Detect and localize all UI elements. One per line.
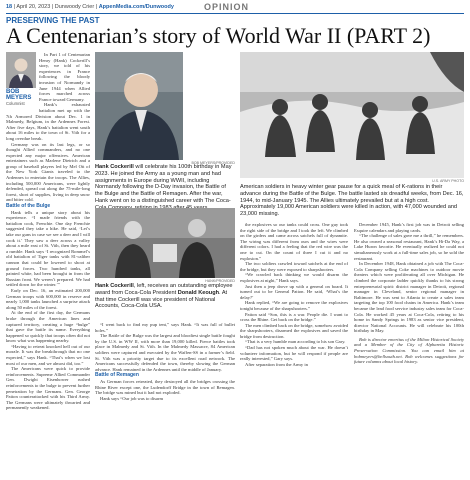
- photo-credit: HANK/PROVIDED: [205, 279, 235, 283]
- col3-paragraph: Hank says “Our job was to disarm: [100, 395, 164, 401]
- subhead-battle-of-the-bulge: Battle of the Bulge: [6, 203, 51, 210]
- issue-date: April 20, 2023: [16, 4, 51, 10]
- caption-name: Hank Cockerill: [95, 164, 134, 170]
- col4-paragraph: The two soldiers crawled toward satchels at the end of the bridge, but they were exposed to sharpshooters.: [240, 261, 348, 272]
- column-1: [6, 52, 90, 477]
- caption-name: Hank Cockerill: [95, 283, 134, 289]
- photo-caption: American soldiers in heavy winter gear pause for a quick meal of K-rations in their advance during the Battle of the Bulge. The battle lasted six dreadful weeks, from Dec. 16, 1944, to mid-January 1945. The Allies ultimately prevailed but at a high cost. Approximately 19,000 American soldiers were killed in action, with 47,000 wounded and 23,000 missing.: [240, 184, 464, 218]
- col4-paragraph: “That is a very humble man according to his son Gary.: [245, 339, 346, 345]
- col4-paragraph: The men climbed back on the bridge, somehow avoided the sharpshooters, disarmed the explosives and saved the bridge from destruction.: [240, 322, 348, 339]
- col4-paragraph: the explosives so our tanks could cross. One guy took the right side of the bridge and I took the left. We climbed on the girders and came across satchels full of dynamite. The wiring was different from ours and the wires were different colors. I had a feeling that the red wire was the one to cut. On the count of three I cut it and no explosion.”: [240, 222, 348, 261]
- photo-award: [95, 208, 235, 278]
- headline: A Centenarian’s story of World War II (PART 2): [6, 23, 431, 48]
- hank-portrait-image: [95, 52, 183, 160]
- author-name: BOB MEYERS: [6, 89, 32, 101]
- paper-name: Dunwoody Crier: [54, 4, 95, 10]
- photo-credit: U.S. ARMY PHOTO: [432, 179, 464, 183]
- kicker: PRESERVING THE PAST: [6, 16, 100, 25]
- col1-paragraph: At the end of the first day, the Germans broke through the American lines and captured territory, creating a huge “bulge” that gave the battle its name. Everything happened so quickly that troops often did not know what was happening nearby.: [6, 310, 90, 344]
- col5-paragraph: December 1945, Hank’s first job was in Detroit selling Esquire calendars and playing cards.: [354, 222, 464, 233]
- column-3: [95, 322, 235, 477]
- author-bio: Bob is director emeritus of the Milton Historical Society and a Member of the City of Alpharetta Historic Preservation Commission. You can email him at bobmeyers@bellsouth.net. Bob welcomes suggestions for future columns about local history.: [354, 336, 464, 365]
- col4-paragraph: Just then a jeep drove up with a general on board. It turned out to be General Patton. He said, ‘What’s the delay?’: [240, 283, 348, 300]
- col5-paragraph: “The challenge of sales gave me a thrill,” he remembers. He also owned a seasonal restaurant, Hank’s Hi-Da Way, a Lake Huron favorite. He eventually realized he could not simultaneously work at a full-time sales job, so he sold the restaurant.: [354, 233, 464, 261]
- photo-credit: BOB MEYERS/PROVIDED: [191, 161, 235, 165]
- col4-paragraph: “Dad has not spoken much about the war. He doesn’t volunteer information, but he will respond if people are really interested,” Gary says.: [240, 345, 348, 362]
- page-number: 18: [6, 4, 13, 10]
- col1-paragraph: “Having to retreat knocked hell out of our morale. It was the breakthrough that no one expected,” says Hank. “That’s when we lost most of our men, and we almost did, too.”: [6, 343, 90, 366]
- paper-site: AppenMedia.com/Dunwoody: [98, 4, 174, 10]
- byline: [6, 52, 36, 107]
- soldiers-image: [240, 52, 464, 178]
- col4-paragraph: Patton said “Son, this is a war. People die. I want to cross the Rhine. Get back on the bridge.”: [240, 311, 348, 323]
- header-info: 18 | April 20, 2023 | Dunwoody Crier | AppenMedia.com/Dunwoody: [6, 4, 174, 10]
- col1-paragraph: Hank’s exhausted battalion met up with the 7th Armored Division about Dec. 1 in Malmedy, Belgium, in the Ardennes Forest. After five days, Hank’s battalion went south about 16 miles to the town of St. Vith for a long overdue break.: [6, 102, 90, 141]
- author-photo: [6, 52, 36, 88]
- col4-paragraph: After separation from the Army in: [245, 361, 308, 367]
- col4-paragraph: “We crawled back thinking we would disarm the explosives at night,” Hank says.: [240, 272, 348, 283]
- col3-paragraph: The Battle of the Bulge was the largest and bloodiest single battle fought by the U.S. in WW II, with more than 19,000 killed. Fierce battles took place in Malmedy and St. Vith. In the Malmedy Massacre, 84 American soldiers were captured and executed by the Waffen-SS in a farmer’s field. St. Vith was a priority target due to its excellent road network. The Americans successfully defended the town, thereby slowing the German advance. Hank remained in the Ardennes until the middle of January.: [95, 333, 235, 372]
- photo-caption: Hank Cockerill, left, receives an outstanding employee award from Coca-Cola President Donald Keough. At that time Cockerill was vice president of National Accounts, Coca-Cola USA.: [95, 283, 233, 310]
- award-image: [95, 208, 235, 278]
- column-5: [354, 222, 464, 477]
- header-rule: [6, 13, 464, 14]
- caption-name: Donald Keough: [177, 289, 220, 296]
- col1-paragraph: Germany was on its last legs, or so thought Allied commanders, and no one expected any major offensives. American entertainers such as Marlene Dietrich and a group of baseball players led by Mel Ott of the New York Giants traveled to the Ardennes to entertain the troops. The Allies, including 500,000 Americans, were lightly defended, spread out along the 75-mile-long forest, short of supplies, living in deep snow and bitter cold.: [6, 141, 90, 203]
- col1-paragraph: The Americans were quick to provide reinforcements. Supreme Allied Commander Gen. Dwight Eisenhower rushed reinforcements to the bulge to prevent further penetration by the Germans. Gen. George Patton counterattacked with his Third Army. The Germans were ultimately thwarted and permanently weakened.: [6, 366, 90, 411]
- col1-paragraph: Early on Dec. 16, an estimated 200,000 German troops with 600,000 in reserve and nearly 1,000 tanks launched a surprise attack along 50 miles of the forest.: [6, 287, 90, 310]
- col3-paragraph: As German forces retreated, they destroyed all the bridges crossing the Rhine River except one, the Ludendorff Bridge in the town of Remagen. The bridge was mined but it had not exploded.: [95, 378, 235, 396]
- col3-paragraph: “I went back to find my pup tent,” says Hank. “It was full of bullet holes.”: [95, 322, 235, 333]
- photo-hank-portrait: [95, 52, 183, 160]
- author-silhouette-icon: [6, 52, 36, 88]
- section-name: OPINION: [204, 2, 250, 12]
- subhead-battle-of-remagen: Battle of Remagen: [95, 372, 139, 379]
- author-title: Columnist: [6, 101, 25, 106]
- caption-text: will celebrate his 100th birthday in May 2023. He joined the Army as a young man and had assignments in Europe during WWII, including Normandy following the D-Day invasion, the Battle of the Bulge and the Battle of Remagen. After the war, Hank went on to a distinguished career with The Coca-: [95, 164, 232, 204]
- col1-paragraph: Hank tells a unique story about his experience. “I made friends with the battalion cook, Frenchie. One day Frenchie suggested they take a hike. He said, ‘Let’s take our guns in case we see a deer and I will cook it.’ They saw a deer across a valley about a mile east of St. Vith, then they heard a rumble. Hank says ‘I recognized Rommel’s old battalion of Tiger tanks with 81-caliber cannon that could be lowered to shoot at ground forces. Two hundred tanks, all painted white, had been brought in from the Russian front. We weren’t prepared. We had settled down for the winter.’”: [6, 209, 90, 288]
- col4-paragraph: Hank replied, “We are going to remove the explosives tonight because of the sharpshooters.”: [240, 300, 348, 311]
- col1-paragraph: In Part 1 of Centenarian Henry (Hank) Cockerill’s story, we told of his experiences in France following the bloody invasion of Normandy in June 1944 when Allied forces marched across France toward Germany.: [39, 52, 90, 102]
- column-4: [240, 222, 348, 477]
- photo-soldiers: [240, 52, 464, 178]
- col5-paragraph: In December 1948, Hank obtained a job with The Coca-Cola Company selling Coke machines to outdoor movie theaters which were proliferating all over Michigan. He climbed the corporate ladder quickly thanks to his strong entrepreneurial spirit: district manager in Detroit, regional manager in Cleveland, senior regional manager in Baltimore. He was sent to Atlanta to create a sales team targeting the top 100 food chains in America. Hank’s team became the lead food service industry sales team for Coca-Cola. He worked 45 years at Coca-Cola, retiring to his home in Sandy Springs in 1983 as senior vice president, director National Accounts. He will celebrate his 100th birthday in May.: [354, 261, 464, 334]
- photo-caption: [95, 164, 235, 212]
